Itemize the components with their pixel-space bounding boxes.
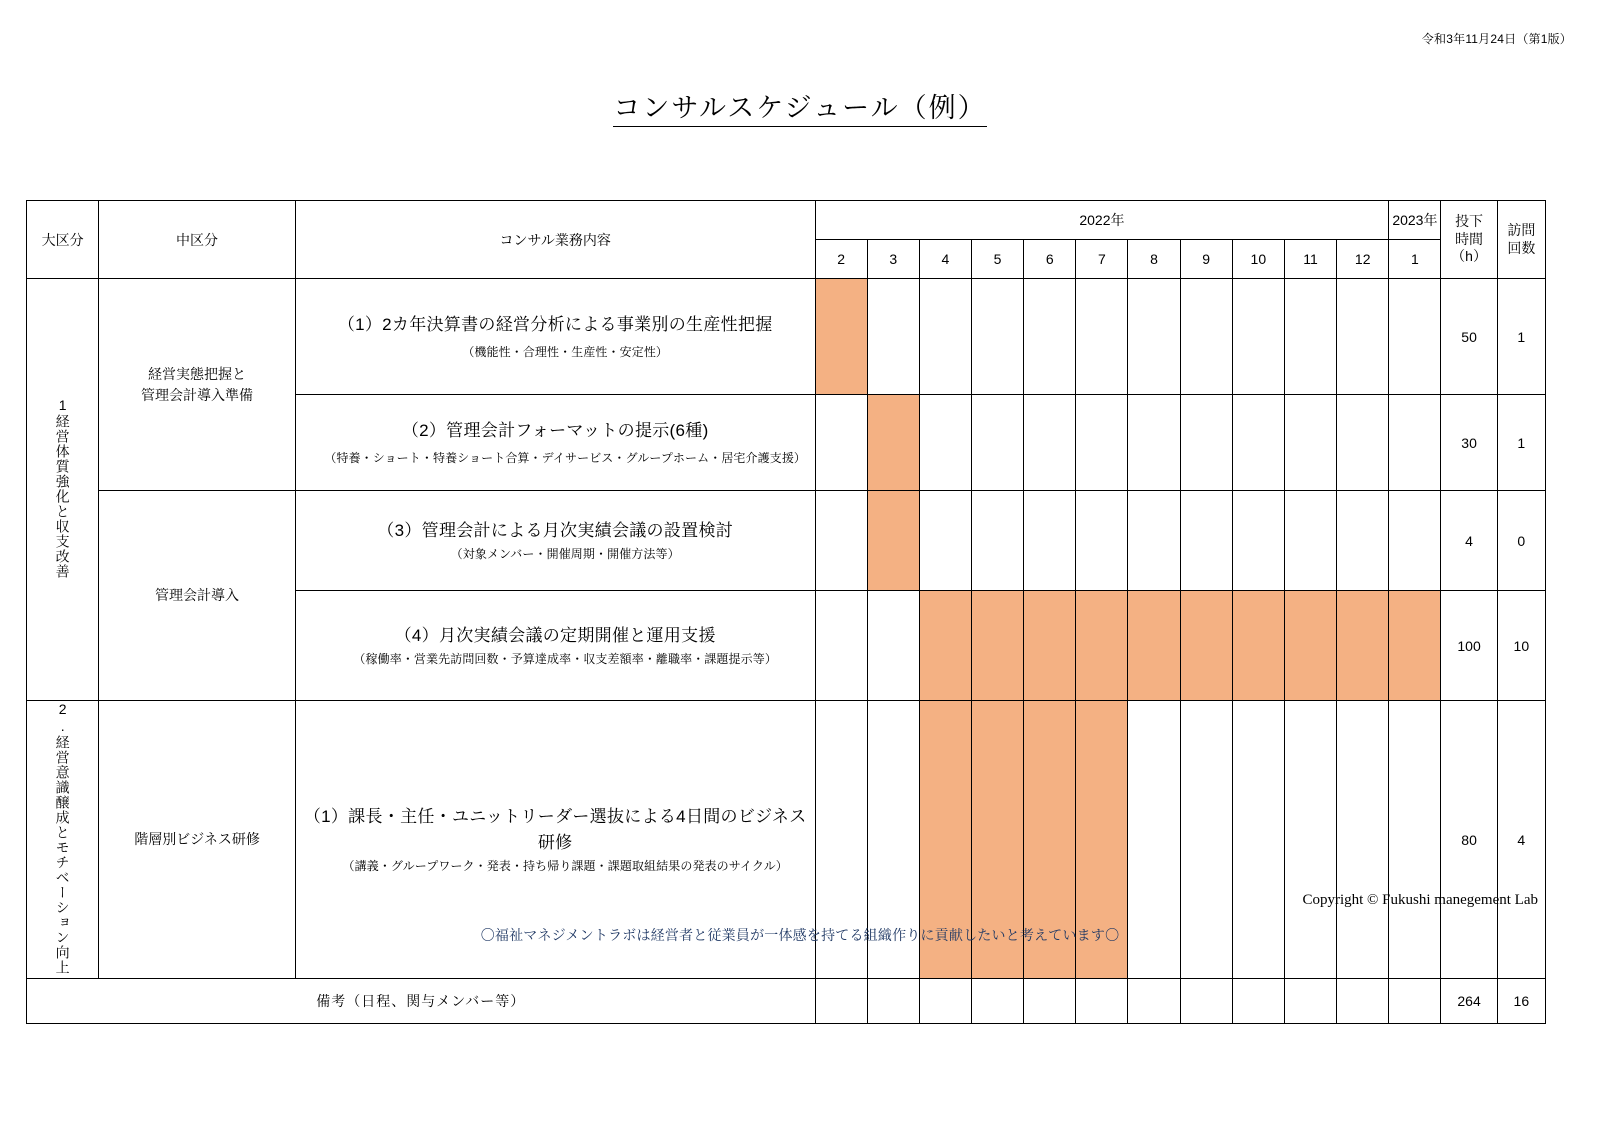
gantt-cell-r1-m4 [919, 279, 971, 395]
task-content-1 [295, 279, 815, 395]
remarks-cell-m8 [1128, 979, 1180, 1024]
task-content-2-detail: （特養・ショート・特養ショート合算・デイサービス・グループホーム・居宅介護支援） [324, 451, 807, 466]
gantt-cell-r1-m13 [1389, 279, 1441, 395]
major-category-2-number: 2. [54, 701, 71, 735]
gantt-cell-r1-m7 [1076, 279, 1128, 395]
gantt-cell-r1-m3 [867, 279, 919, 395]
major-category-2-label: 経営意識醸成とモチベーション向上 [54, 735, 71, 975]
gantt-cell-r3-m11 [1284, 491, 1336, 591]
gantt-cell-r2-m13 [1389, 395, 1441, 491]
gantt-cell-r4-m13 [1389, 591, 1441, 701]
gantt-cell-r2-m7 [1076, 395, 1128, 491]
major-category-1-number: 1 [54, 396, 71, 414]
gantt-cell-r2-m8 [1128, 395, 1180, 491]
gantt-cell-r1-m11 [1284, 279, 1336, 395]
major-category-1-label: 経営体質強化と収支改善 [54, 413, 71, 579]
task-content-4-title: （4）月次実績会議の定期開催と運用支援 [394, 625, 716, 645]
header-month-2022-7: 7 [1076, 240, 1128, 279]
gantt-cell-r4-m11 [1284, 591, 1336, 701]
remarks-cell-m4 [919, 979, 971, 1024]
header-visit-count-line1: 訪問 [1507, 222, 1536, 238]
header-month-2022-11: 11 [1284, 240, 1336, 279]
remarks-cell-m13 [1389, 979, 1441, 1024]
gantt-cell-r1-m9 [1180, 279, 1232, 395]
gantt-cell-r4-m3 [867, 591, 919, 701]
gantt-cell-r4-m4 [919, 591, 971, 701]
gantt-cell-r2-m6 [1024, 395, 1076, 491]
header-month-2022-9: 9 [1180, 240, 1232, 279]
gantt-cell-r4-m2 [815, 591, 867, 701]
gantt-cell-r1-m2 [815, 279, 867, 395]
hours-row-4: 100 [1441, 591, 1497, 701]
mid-category-2-line1: 管理会計導入 [155, 587, 240, 603]
remarks-label: 備考（日程、関与メンバー等） [27, 979, 816, 1024]
task-content-1-detail: （機能性・合理性・生産性・安定性） [462, 345, 669, 360]
gantt-cell-r4-m8 [1128, 591, 1180, 701]
header-total-hours-line1: 投下 [1455, 213, 1484, 230]
task-content-3-detail: （対象メンバー・開催周期・開催方法等） [450, 547, 680, 562]
visits-row-2: 1 [1497, 395, 1545, 491]
gantt-cell-r4-m9 [1180, 591, 1232, 701]
footer-message: 〇福祉マネジメントラボは経営者と従業員が一体感を持てる組織作りに貢献したいと考えています〇 [480, 927, 1120, 943]
visits-row-1: 1 [1497, 279, 1545, 395]
gantt-cell-r2-m3 [867, 395, 919, 491]
header-total-hours-line3: （h） [1451, 248, 1487, 265]
total-hours: 264 [1441, 979, 1497, 1024]
header-mid-category: 中区分 [99, 201, 296, 279]
gantt-cell-r1-m10 [1232, 279, 1284, 395]
task-content-2 [295, 395, 815, 491]
task-content-1-title: （1）2カ年決算書の経営分析による事業別の生産性把握 [337, 314, 773, 334]
gantt-cell-r4-m7 [1076, 591, 1128, 701]
header-month-2022-8: 8 [1128, 240, 1180, 279]
task-content-5-detail: （講義・グループワーク・発表・持ち帰り課題・課題取組結果の発表のサイクル） [342, 859, 788, 874]
header-total-hours [1441, 201, 1497, 279]
gantt-cell-r3-m6 [1024, 491, 1076, 591]
gantt-cell-r4-m10 [1232, 591, 1284, 701]
remarks-cell-m3 [867, 979, 919, 1024]
mid-category-1-line1: 経営実態把握と [148, 365, 247, 382]
gantt-cell-r1-m8 [1128, 279, 1180, 395]
header-month-2022-3: 3 [867, 240, 919, 279]
gantt-cell-r3-m8 [1128, 491, 1180, 591]
task-content-3 [295, 491, 815, 591]
page-title-text: コンサルスケジュール（例） [613, 93, 986, 127]
header-month-2023-1: 1 [1389, 240, 1441, 279]
remarks-cell-m9 [1180, 979, 1232, 1024]
mid-category-1-line2: 管理会計導入準備 [141, 386, 254, 403]
remarks-cell-m2 [815, 979, 867, 1024]
hours-row-5: 80 [1441, 701, 1497, 979]
header-month-2022-10: 10 [1232, 240, 1284, 279]
gantt-cell-r3-m13 [1389, 491, 1441, 591]
task-content-4 [295, 591, 815, 701]
gantt-cell-r1-m5 [971, 279, 1023, 395]
gantt-cell-r3-m5 [971, 491, 1023, 591]
remarks-cell-m6 [1024, 979, 1076, 1024]
header-visit-count-line2: 回数 [1507, 239, 1536, 256]
gantt-cell-r3-m9 [1180, 491, 1232, 591]
visits-row-4: 10 [1497, 591, 1545, 701]
gantt-cell-r1-m6 [1024, 279, 1076, 395]
remarks-cell-m11 [1284, 979, 1336, 1024]
gantt-cell-r4-m6 [1024, 591, 1076, 701]
header-year-2022: 2022年 [815, 201, 1389, 240]
header-total-hours-line2: 時間 [1455, 230, 1484, 247]
hours-row-1: 50 [1441, 279, 1497, 395]
page-title [0, 86, 1600, 125]
gantt-cell-r2-m4 [919, 395, 971, 491]
gantt-cell-r4-m5 [971, 591, 1023, 701]
header-month-2022-6: 6 [1024, 240, 1076, 279]
header-major-category: 大区分 [27, 201, 99, 279]
mid-category-1 [99, 279, 296, 491]
gantt-cell-r3-m10 [1232, 491, 1284, 591]
table-row [27, 279, 1546, 395]
remarks-cell-m12 [1337, 979, 1389, 1024]
major-category-1 [27, 279, 99, 701]
gantt-cell-r2-m2 [815, 395, 867, 491]
gantt-cell-r2-m9 [1180, 395, 1232, 491]
gantt-cell-r3-m2 [815, 491, 867, 591]
header-month-2022-5: 5 [971, 240, 1023, 279]
header-month-2022-2: 2 [815, 240, 867, 279]
hours-row-2: 30 [1441, 395, 1497, 491]
gantt-cell-r3-m4 [919, 491, 971, 591]
header-task-content: コンサル業務内容 [295, 201, 815, 279]
header-year-2023: 2023年 [1389, 201, 1441, 240]
remarks-cell-m10 [1232, 979, 1284, 1024]
task-content-4-detail: （稼働率・営業先訪問回数・予算達成率・収支差額率・離職率・課題提示等） [353, 652, 777, 667]
mid-category-2 [99, 491, 296, 701]
copyright-text: Copyright © Fukushi manegement Lab [1302, 892, 1538, 908]
total-visits: 16 [1497, 979, 1545, 1024]
document-version-note: 令和3年11月24日（第1版） [1421, 32, 1572, 46]
gantt-cell-r3-m12 [1337, 491, 1389, 591]
task-content-3-title: （3）管理会計による月次実績会議の設置検討 [377, 520, 734, 540]
remarks-cell-m5 [971, 979, 1023, 1024]
header-month-2022-4: 4 [919, 240, 971, 279]
task-content-5-title: （1）課長・主任・ユニットリーダー選抜による4日間のビジネス研修 [303, 807, 807, 852]
header-month-2022-12: 12 [1337, 240, 1389, 279]
gantt-cell-r2-m11 [1284, 395, 1336, 491]
remarks-cell-m7 [1076, 979, 1128, 1024]
gantt-cell-r1-m12 [1337, 279, 1389, 395]
gantt-cell-r3-m3 [867, 491, 919, 591]
gantt-cell-r2-m10 [1232, 395, 1284, 491]
mid-category-3-line1: 階層別ビジネス研修 [134, 831, 260, 848]
table-remarks-row [27, 979, 1546, 1024]
header-visit-count [1497, 201, 1545, 279]
hours-row-3: 4 [1441, 491, 1497, 591]
table-row [27, 491, 1546, 591]
gantt-cell-r3-m7 [1076, 491, 1128, 591]
visits-row-5: 4 [1497, 701, 1545, 979]
gantt-cell-r4-m12 [1337, 591, 1389, 701]
task-content-2-title: （2）管理会計フォーマットの提示(6種) [401, 420, 709, 440]
table-header-row-year [27, 201, 1546, 240]
gantt-cell-r2-m12 [1337, 395, 1389, 491]
gantt-cell-r2-m5 [971, 395, 1023, 491]
visits-row-3: 0 [1497, 491, 1545, 591]
